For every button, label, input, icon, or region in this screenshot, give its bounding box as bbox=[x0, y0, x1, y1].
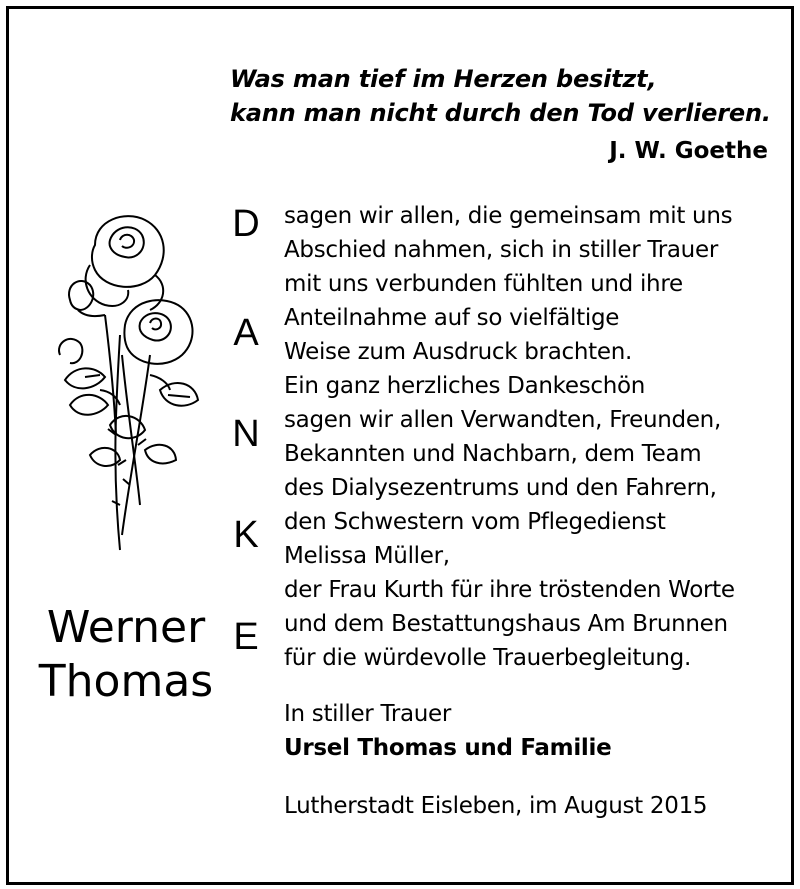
deceased-last-name: Thomas bbox=[38, 656, 214, 707]
danke-letter: N bbox=[232, 413, 260, 455]
place-date: Lutherstadt Eisleben, im August 2015 bbox=[284, 793, 708, 819]
text-line: Abschied nahmen, sich in stiller Trauer bbox=[284, 237, 718, 263]
text-line: und dem Bestattungshaus Am Brunnen bbox=[284, 611, 728, 637]
quote-line: kann man nicht durch den Tod verlieren. bbox=[230, 99, 771, 127]
text-line: für die würdevolle Trauerbegleitung. bbox=[284, 645, 691, 671]
danke-letter: E bbox=[233, 616, 259, 658]
goethe-quote bbox=[230, 62, 770, 130]
danke-letter: D bbox=[232, 203, 260, 245]
rose-icon bbox=[50, 205, 210, 565]
thanks-text bbox=[284, 199, 784, 675]
text-line: Ein ganz herzliches Dankeschön bbox=[284, 373, 646, 399]
signature-family: Ursel Thomas und Familie bbox=[284, 735, 612, 761]
danke-letter: K bbox=[233, 514, 259, 556]
text-line: den Schwestern vom Pflegedienst bbox=[284, 509, 666, 535]
deceased-first-name: Werner bbox=[46, 602, 206, 653]
quote-author: J. W. Goethe bbox=[609, 138, 768, 164]
text-line: mit uns verbunden fühlten und ihre bbox=[284, 271, 683, 297]
text-line: sagen wir allen, die gemeinsam mit uns bbox=[284, 203, 733, 229]
text-line: Weise zum Ausdruck brachten. bbox=[284, 339, 632, 365]
text-line: des Dialysezentrums und den Fahrern, bbox=[284, 475, 717, 501]
signature-intro: In stiller Trauer bbox=[284, 701, 452, 727]
danke-letter: A bbox=[233, 312, 259, 354]
quote-line: Was man tief im Herzen besitzt, bbox=[230, 65, 657, 93]
text-line: Bekannten und Nachbarn, dem Team bbox=[284, 441, 702, 467]
text-line: Melissa Müller, bbox=[284, 543, 450, 569]
text-line: der Frau Kurth für ihre tröstenden Worte bbox=[284, 577, 735, 603]
text-line: sagen wir allen Verwandten, Freunden, bbox=[284, 407, 721, 433]
text-line: Anteilnahme auf so vielfältige bbox=[284, 305, 620, 331]
